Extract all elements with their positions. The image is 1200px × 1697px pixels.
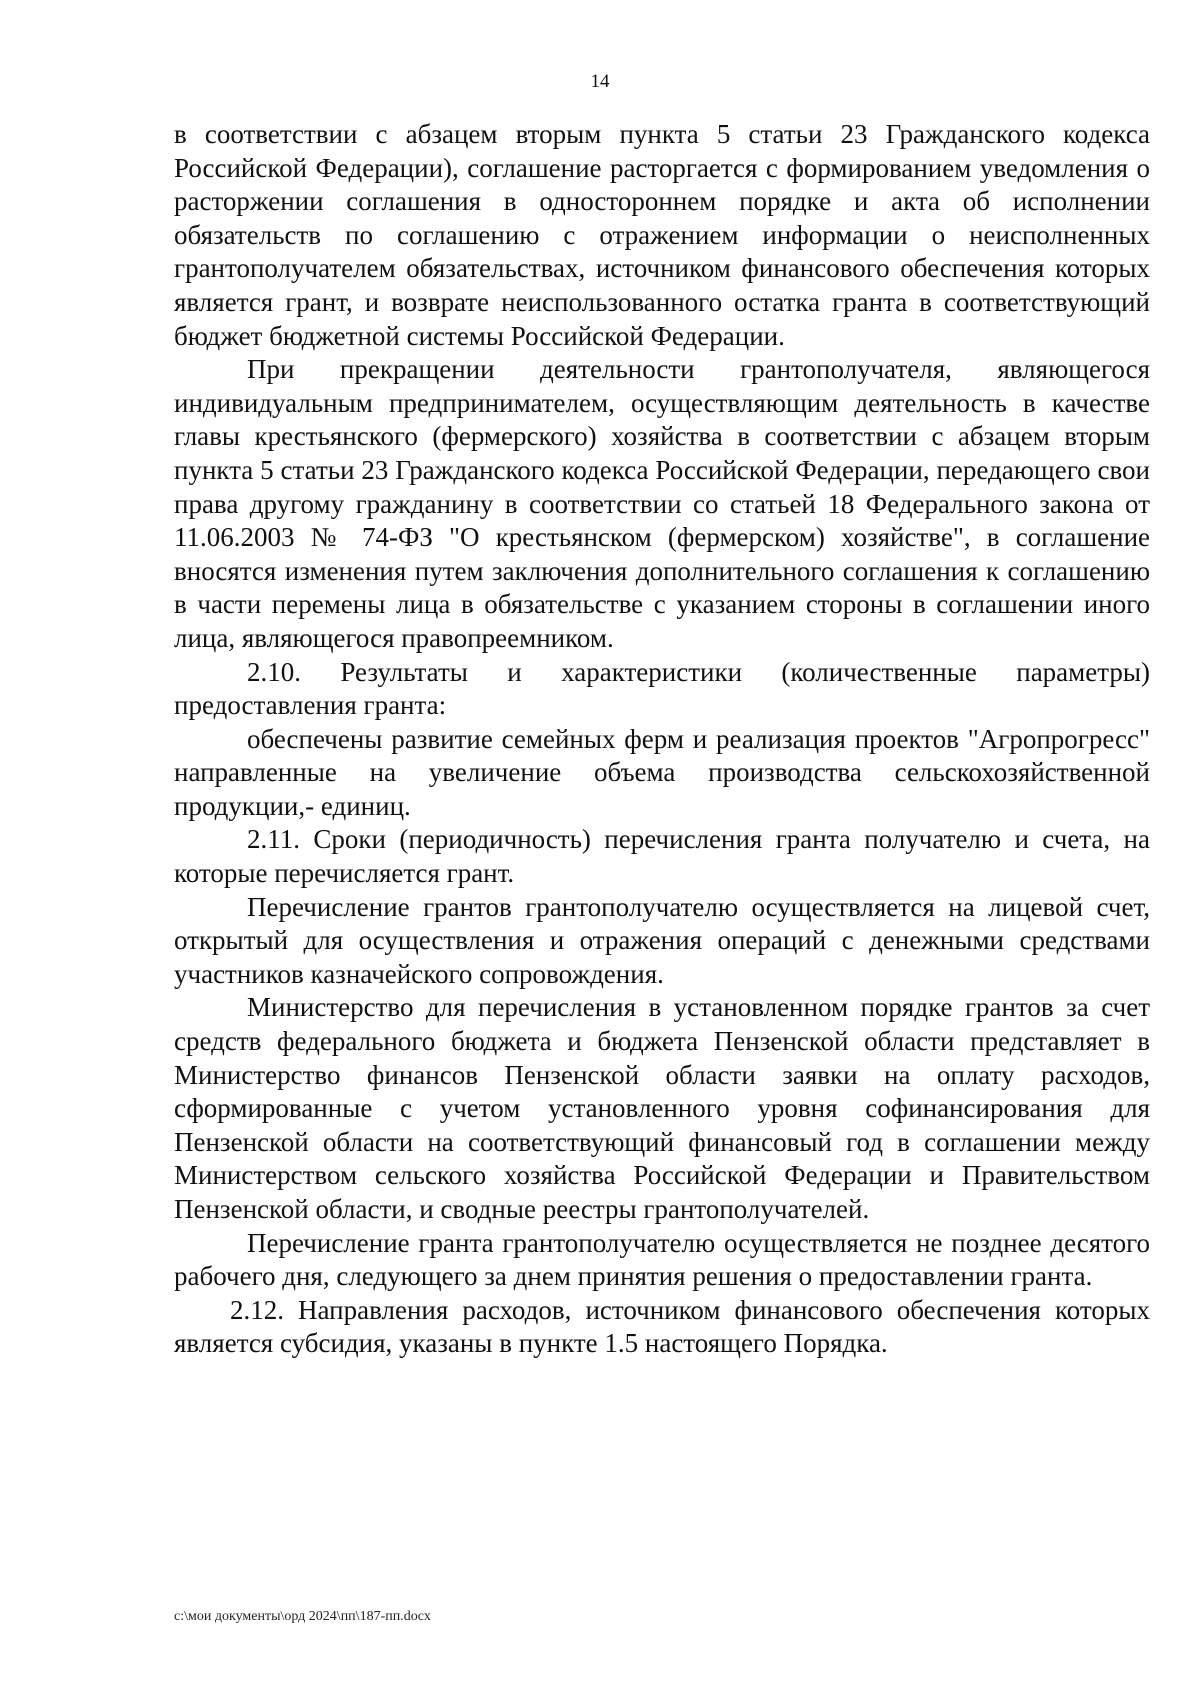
clause-2-10: 2.10. Результаты и характеристики (количественные параметры) предоставления гранта: — [174, 656, 1150, 721]
document-body — [174, 118, 1150, 1361]
paragraph-successor: При прекращении деятельности грантополучателя, являющегося индивидуальным предпринимателем, осуществляющим деятельность в качестве главы крестьянского (фермерского) хозяйства в соответствии с абзацем вторым пункта 5 статьи 23 Гражданского кодекса Российской Федерации, передающего свои права другому гражданину в соответствии со статьей 18 Федерального закона от 11.06.2003 № 74-ФЗ "О крестьянском (фермерском) хозяйстве", в соглашение вносятся изменения путем заключения дополнительного соглашения к соглашению в части перемены лица в обязательстве с указанием стороны в соглашении иного лица, являющегося правопреемником. — [174, 354, 1150, 653]
clause-2-12: 2.12. Направления расходов, источником финансового обеспечения которых является субсидия, указаны в пункте 1.5 настоящего Порядка. — [174, 1294, 1150, 1359]
paragraph-transfer-account: Перечисление грантов грантополучателю осуществляется на лицевой счет, открытый для осуществления и отражения операций с денежными средствами участников казначейского сопровождения. — [174, 891, 1150, 989]
paragraph-results: обеспечены развитие семейных ферм и реализация проектов "Агропрогресс" направленные на увеличение объема производства сельскохозяйственной продукции,- единиц. — [174, 723, 1150, 821]
page-number: 14 — [590, 71, 610, 92]
paragraph-transfer-deadline: Перечисление гранта грантополучателю осуществляется не позднее десятого рабочего дня, следующего за днем принятия решения о предоставлении гранта. — [174, 1227, 1150, 1292]
paragraph-termination-continued: в соответствии с абзацем вторым пункта 5 статьи 23 Гражданского кодекса Российской Федерации), соглашение расторгается с формированием уведомления о расторжении соглашения в одностороннем порядке и акта об исполнении обязательств по соглашению с отражением информации о неисполненных грантополучателем обязательствах, источником финансового обеспечения которых является грант, и возврате неиспользованного остатка гранта в соответствующий бюджет бюджетной системы Российской Федерации. — [174, 119, 1150, 351]
paragraph-ministry-requests: Министерство для перечисления в установленном порядке грантов за счет средств федерального бюджета и бюджета Пензенской области представляет в Министерство финансов Пензенской области заявки на оплату расходов, сформированные с учетом установленного уровня софинансирования для Пензенской области на соответствующий финансовый год в соглашении между Министерством сельского хозяйства Российской Федерации и Правительством Пензенской области, и сводные реестры грантополучателей. — [174, 992, 1150, 1224]
clause-2-11: 2.11. Сроки (периодичность) перечисления гранта получателю и счета, на которые перечисляется грант. — [174, 824, 1150, 889]
footer-file-path: с:\мои документы\орд 2024\пп\187-пп.docx — [174, 1609, 431, 1624]
